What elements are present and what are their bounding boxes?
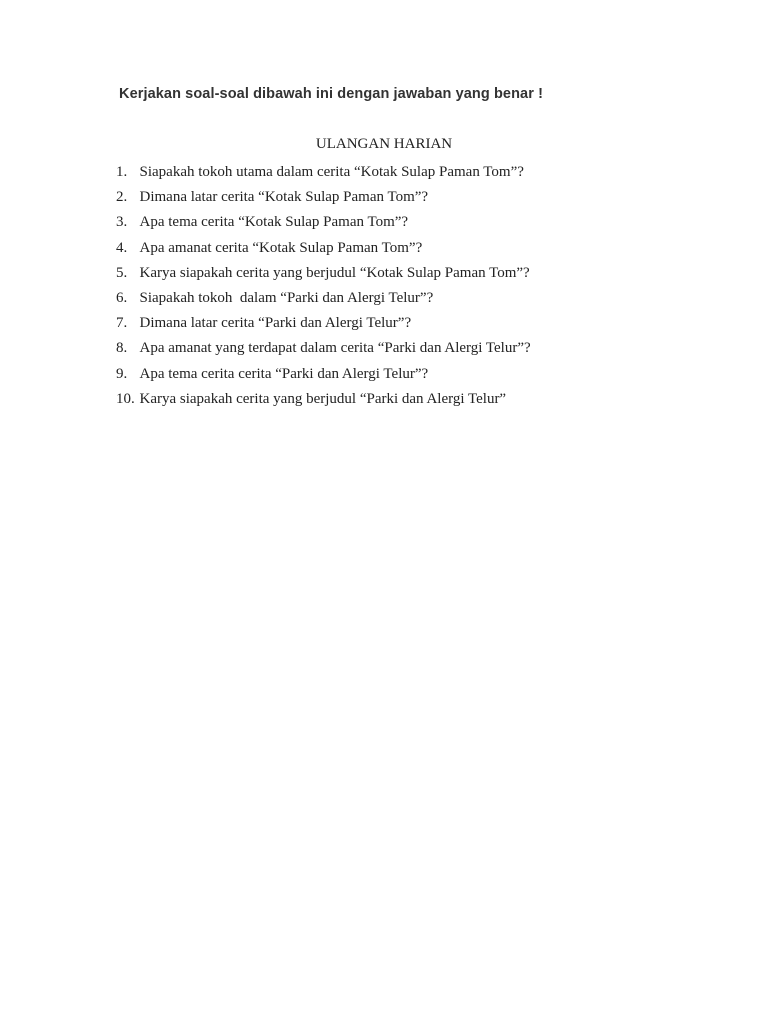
question-item (116, 185, 531, 210)
question-text: Karya siapakah cerita yang berjudul “Kotak Sulap Paman Tom”? (139, 264, 530, 281)
question-text: Siapakah tokoh dalam “Parki dan Alergi Telur”? (139, 290, 434, 307)
question-number: 8. (116, 340, 128, 357)
question-number: 3. (116, 214, 128, 231)
question-item (116, 336, 531, 361)
question-text: Apa amanat yang terdapat dalam cerita “Parki dan Alergi Telur”? (139, 340, 531, 357)
question-list (116, 160, 531, 412)
instruction-text: Kerjakan soal-soal dibawah ini dengan jawaban yang benar ! (119, 86, 543, 102)
question-text: Dimana latar cerita “Kotak Sulap Paman Tom”? (139, 189, 429, 206)
question-number: 6. (116, 290, 128, 307)
question-text: Apa tema cerita cerita “Parki dan Alergi Telur”? (139, 365, 429, 382)
question-item (116, 160, 531, 185)
question-text: Karya siapakah cerita yang berjudul “Parki dan Alergi Telur” (139, 390, 507, 407)
page-title: ULANGAN HARIAN (315, 136, 453, 152)
question-number: 10. (116, 390, 135, 407)
question-number: 5. (116, 264, 128, 281)
question-number: 7. (116, 315, 128, 332)
question-number: 1. (116, 164, 128, 181)
question-item (116, 236, 531, 261)
question-text: Apa tema cerita “Kotak Sulap Paman Tom”? (139, 214, 409, 231)
question-number: 9. (116, 365, 128, 382)
question-item (116, 311, 531, 336)
question-item (116, 286, 531, 311)
question-number: 2. (116, 189, 128, 206)
question-item (116, 261, 531, 286)
question-item (116, 387, 531, 412)
question-text: Apa amanat cerita “Kotak Sulap Paman Tom”? (139, 239, 423, 256)
question-text: Siapakah tokoh utama dalam cerita “Kotak Sulap Paman Tom”? (139, 164, 524, 181)
question-number: 4. (116, 239, 128, 256)
question-text: Dimana latar cerita “Parki dan Alergi Telur”? (139, 315, 412, 332)
question-item (116, 362, 531, 387)
question-item (116, 210, 531, 235)
